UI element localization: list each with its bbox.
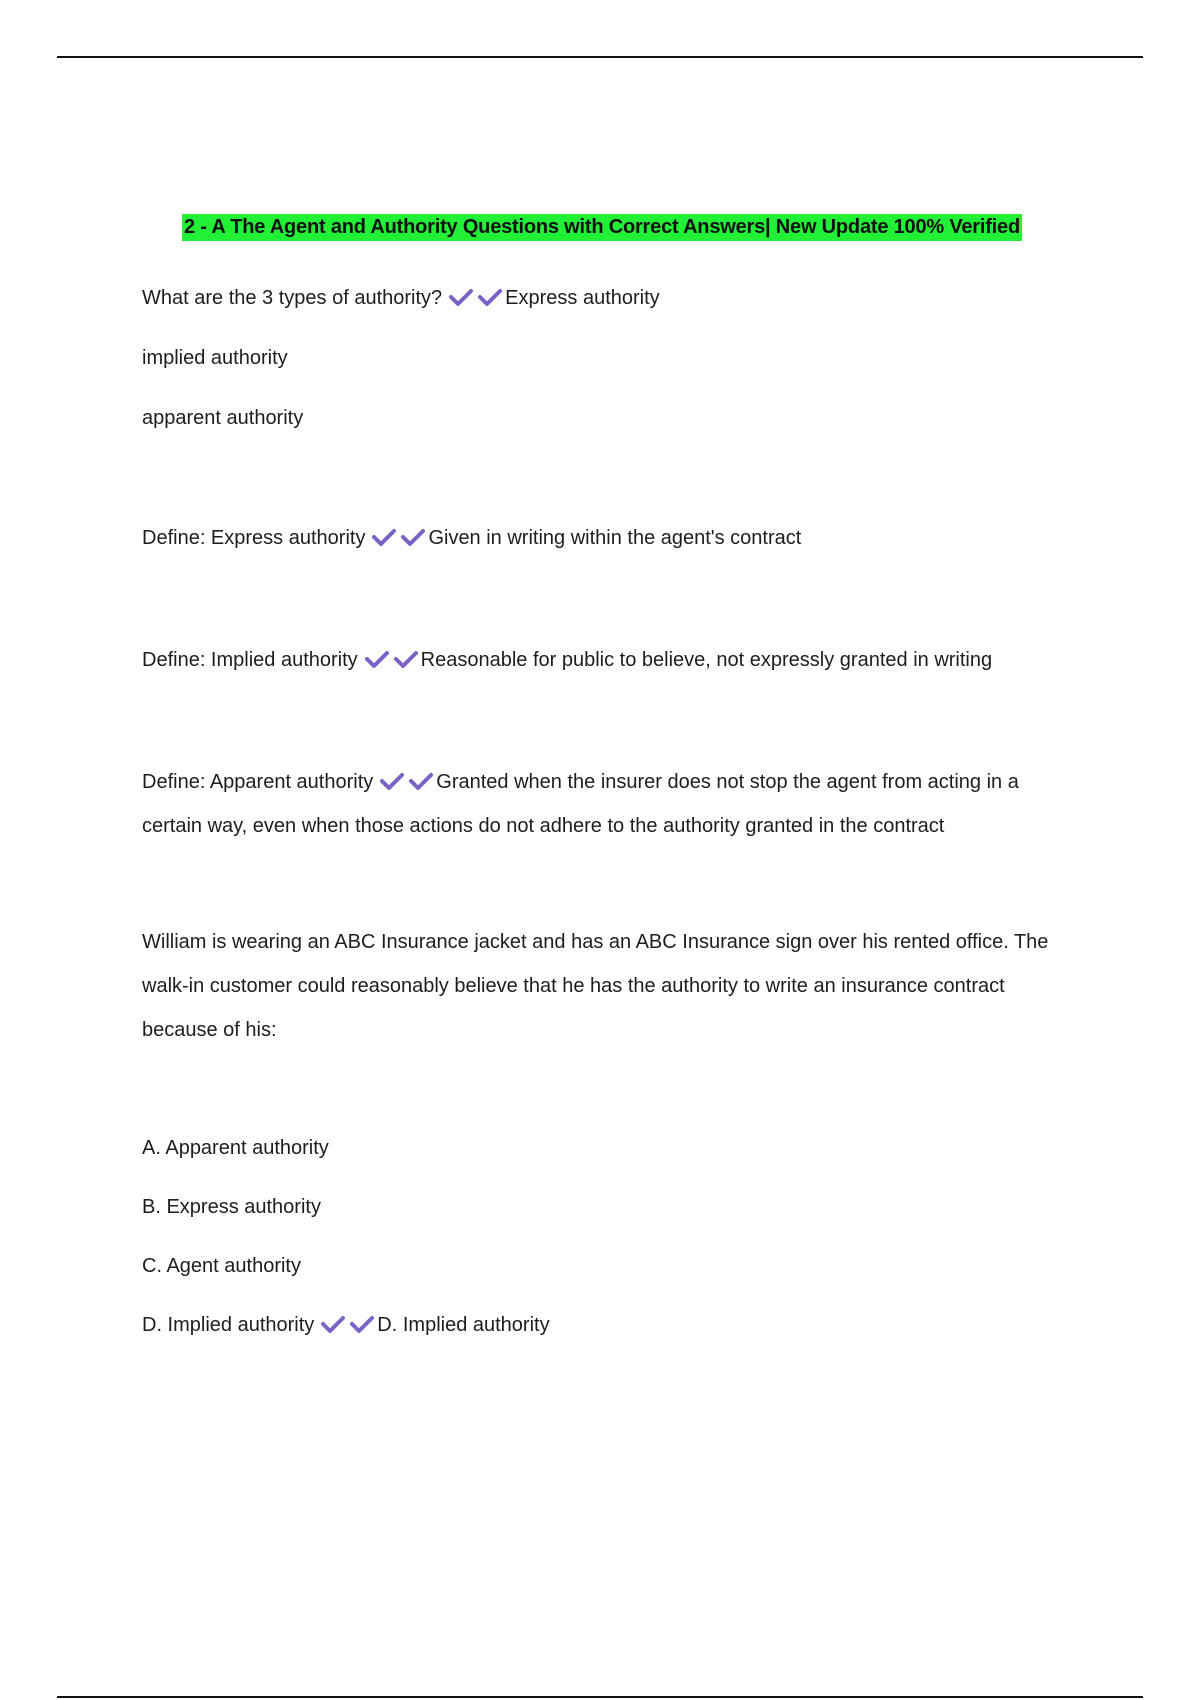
answer-text: Given in writing within the agent's contract (428, 527, 802, 549)
option-d-with-answer (142, 1303, 1062, 1347)
document-title: 2 - A The Agent and Authority Questions with Correct Answers| New Update 100% Verified (182, 214, 1022, 241)
document-body (142, 276, 1062, 1347)
answer-continuation: implied authority (142, 347, 288, 369)
qa-item-3 (142, 638, 1062, 682)
title-container (157, 214, 1047, 241)
checkmark-icon (349, 1314, 375, 1334)
checkmark-icon (448, 287, 474, 307)
checkmark-icon (371, 527, 397, 547)
option-c: C. Agent authority (142, 1255, 301, 1277)
question-text: Define: Apparent authority (142, 771, 374, 793)
answer-text: Granted when the insurer does not stop the agent from acting in a certain way, even when those actions do not adhere to the authority granted in the contract (142, 771, 1019, 837)
checkmark-icon (320, 1314, 346, 1334)
question-paragraph: William is wearing an ABC Insurance jacket and has an ABC Insurance sign over his rented office. The walk-in customer could reasonably believe that he has the authority to write an insurance contract because of his: (142, 931, 1049, 1041)
question-text: Define: Implied authority (142, 649, 358, 671)
question-text: Define: Express authority (142, 527, 366, 549)
answer-text: Express authority (505, 287, 660, 309)
qa-item-4 (142, 760, 1062, 848)
qa-item-2 (142, 516, 1062, 560)
option-a: A. Apparent authority (142, 1137, 329, 1159)
checkmark-icon (477, 287, 503, 307)
qa-item-1 (142, 276, 1062, 320)
checkmark-icon (408, 771, 434, 791)
question-text: What are the 3 types of authority? (142, 287, 443, 309)
answer-continuation: apparent authority (142, 407, 304, 429)
option-d: D. Implied authority (142, 1314, 315, 1336)
footer-rule (57, 1696, 1143, 1698)
checkmark-icon (393, 649, 419, 669)
checkmark-icon (379, 771, 405, 791)
option-b: B. Express authority (142, 1196, 321, 1218)
checkmark-icon (364, 649, 390, 669)
checkmark-icon (400, 527, 426, 547)
header-rule (57, 56, 1143, 58)
answer-text: D. Implied authority (377, 1314, 550, 1336)
answer-text: Reasonable for public to believe, not expressly granted in writing (420, 649, 993, 671)
